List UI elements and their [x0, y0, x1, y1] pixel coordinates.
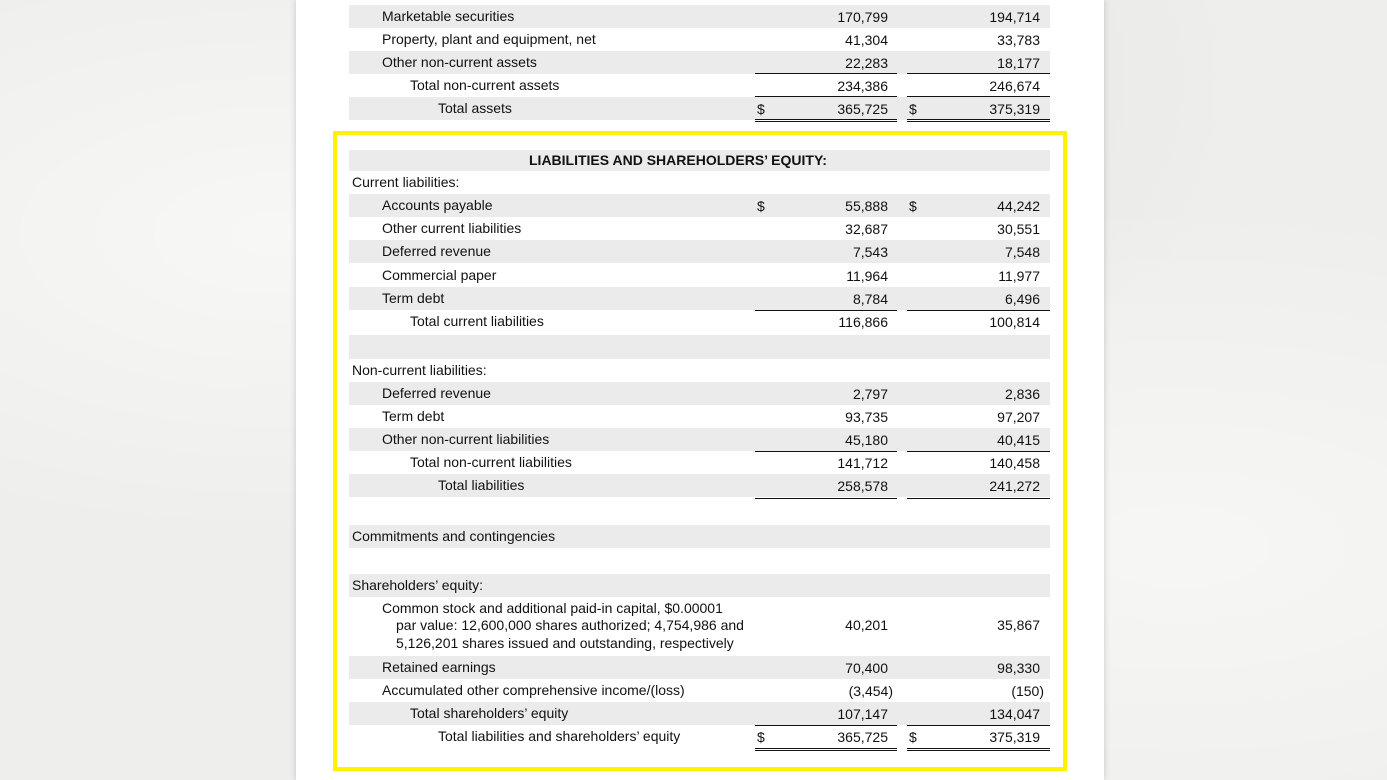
- row-label: Other non-current liabilities: [382, 431, 550, 447]
- value-prior: 100,814: [989, 314, 1040, 330]
- row-label: Total assets: [438, 100, 512, 116]
- value-current: 11,964: [846, 268, 888, 284]
- value-prior: (150): [1011, 683, 1044, 699]
- row-label: Accounts payable: [382, 197, 493, 213]
- value-current: 2,797: [852, 386, 888, 402]
- value-current: 365,725: [837, 729, 888, 745]
- row-label: Property, plant and equipment, net: [382, 31, 596, 47]
- row-label-continued: 5,126,201 shares issued and outstanding, respectively: [396, 635, 734, 651]
- value-current: 8,784: [852, 291, 888, 307]
- value-prior: 6,496: [1004, 291, 1040, 307]
- value-prior: 98,330: [997, 660, 1040, 676]
- table-row: [349, 74, 1050, 97]
- value-prior: 134,047: [989, 706, 1040, 722]
- value-current: 141,712: [837, 455, 888, 471]
- dollar-sign: $: [909, 729, 917, 745]
- row-label: Total liabilities: [438, 477, 525, 493]
- row-label: Total shareholders’ equity: [410, 705, 569, 721]
- row-label: Term debt: [382, 290, 445, 306]
- value-prior: 7,548: [1004, 244, 1040, 260]
- dollar-sign: $: [909, 101, 917, 117]
- value-current: 116,866: [838, 314, 888, 330]
- row-label: Current liabilities:: [352, 174, 460, 190]
- value-prior: 11,977: [998, 268, 1040, 284]
- table-row: [349, 51, 1050, 74]
- row-label: Other current liabilities: [382, 220, 522, 236]
- value-prior: 40,415: [997, 432, 1040, 448]
- row-label: Total non-current liabilities: [410, 454, 572, 470]
- value-prior: 30,551: [997, 221, 1040, 237]
- row-label: Commitments and contingencies: [352, 528, 556, 544]
- value-current: (3,454): [848, 683, 893, 699]
- value-prior: 2,836: [1004, 386, 1040, 402]
- value-current: 70,400: [845, 660, 888, 676]
- row-label: Commercial paper: [382, 267, 497, 283]
- row-label: Deferred revenue: [382, 385, 491, 401]
- value-prior: 241,272: [989, 478, 1040, 494]
- value-current: 40,201: [845, 617, 888, 633]
- row-label: Marketable securities: [382, 8, 515, 24]
- row-label: Term debt: [382, 408, 445, 424]
- row-label: Common stock and additional paid-in capital, $0.00001: [382, 600, 723, 616]
- total-double-rule: [755, 119, 897, 122]
- row-label: Total liabilities and shareholders’ equity: [438, 728, 681, 744]
- dollar-sign: $: [909, 198, 917, 214]
- value-current: 258,578: [837, 478, 888, 494]
- table-row: [349, 28, 1050, 51]
- row-label: Deferred revenue: [382, 243, 491, 259]
- row-label: Other non-current assets: [382, 54, 537, 70]
- row-label: Accumulated other comprehensive income/(loss): [382, 682, 685, 698]
- value-current: 365,725: [837, 101, 888, 117]
- value-prior: 33,783: [997, 32, 1040, 48]
- value-current: 55,888: [845, 198, 888, 214]
- value-prior: 246,674: [989, 78, 1040, 94]
- value-current: 22,283: [845, 55, 888, 71]
- value-current: 41,304: [845, 32, 888, 48]
- row-label: Total non-current assets: [410, 77, 560, 93]
- value-prior: 140,458: [989, 455, 1040, 471]
- value-current: 32,687: [845, 221, 888, 237]
- row-label-continued: par value: 12,600,000 shares authorized; 4,754,986 and: [396, 617, 744, 633]
- section-heading-text: LIABILITIES AND SHAREHOLDERS’ EQUITY:: [529, 152, 827, 168]
- row-label: Total current liabilities: [410, 313, 544, 329]
- table-row: [349, 97, 1050, 120]
- dollar-sign: $: [757, 729, 765, 745]
- total-double-rule: [907, 119, 1050, 122]
- dollar-sign: $: [757, 198, 765, 214]
- value-prior: 375,319: [989, 101, 1040, 117]
- value-prior: 375,319: [989, 729, 1040, 745]
- value-prior: 18,177: [997, 55, 1040, 71]
- value-prior: 97,207: [997, 409, 1040, 425]
- value-prior: 44,242: [997, 198, 1040, 214]
- value-prior: 194,714: [989, 9, 1040, 25]
- value-current: 107,147: [837, 706, 888, 722]
- value-current: 234,386: [837, 78, 888, 94]
- row-label: Retained earnings: [382, 659, 496, 675]
- value-prior: 35,867: [997, 617, 1040, 633]
- row-label: Shareholders’ equity:: [352, 577, 484, 593]
- value-current: 170,799: [837, 9, 888, 25]
- value-current: 7,543: [852, 244, 888, 260]
- table-row: [349, 5, 1050, 28]
- value-current: 45,180: [845, 432, 888, 448]
- dollar-sign: $: [757, 101, 765, 117]
- value-current: 93,735: [845, 409, 888, 425]
- highlight-box: [333, 131, 1067, 771]
- row-label: Non-current liabilities:: [352, 362, 487, 378]
